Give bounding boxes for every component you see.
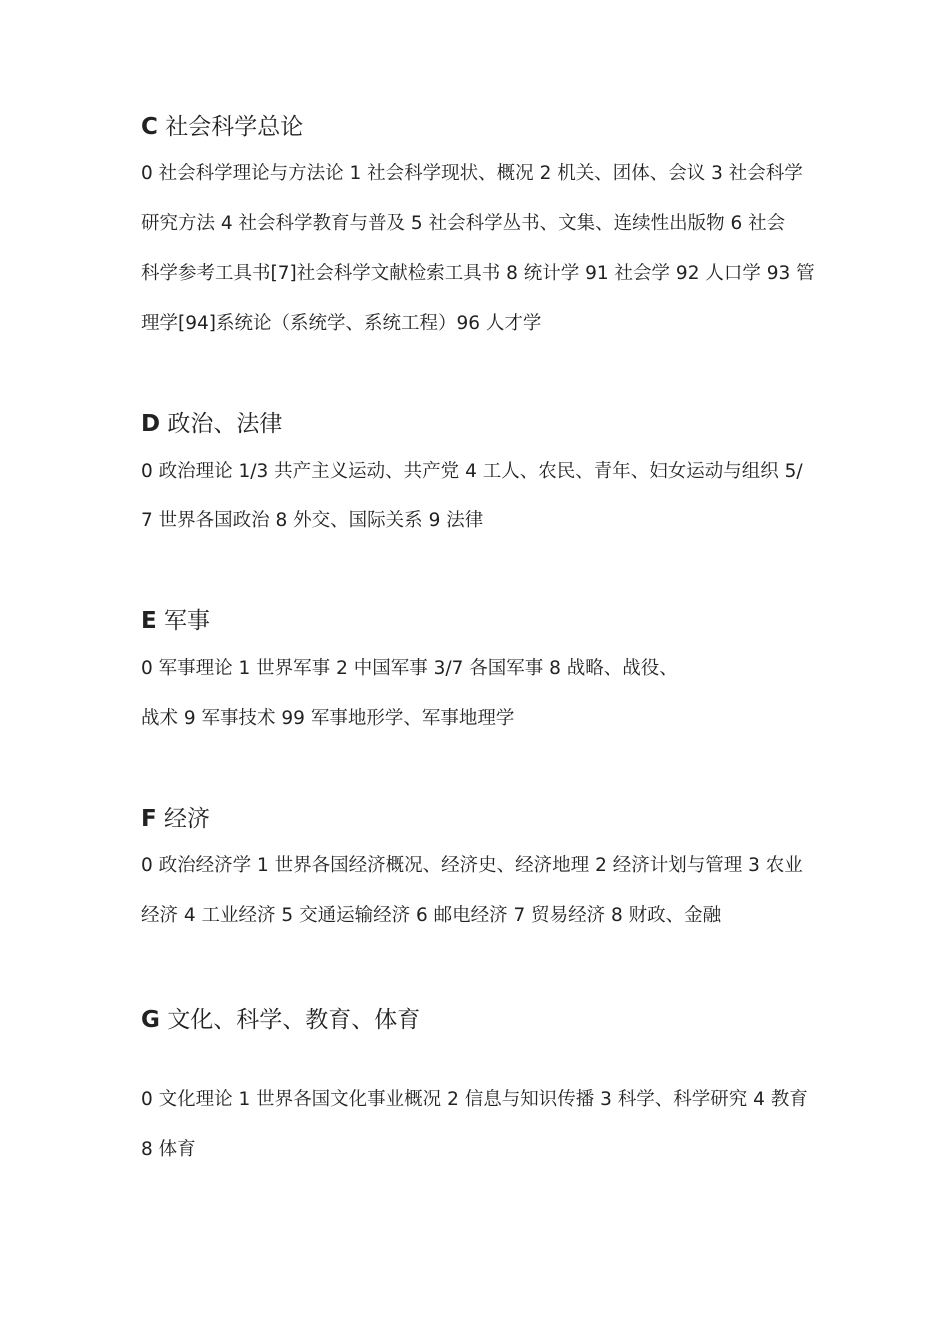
section-title: 经济	[164, 806, 211, 832]
section-heading-d	[141, 409, 282, 439]
section-text-line: 0 军事理论 1 世界军事 2 中国军事 3/7 各国军事 8 战略、战役、	[141, 658, 678, 679]
section-text-line: 0 政治理论 1/3 共产主义运动、共产党 4 工人、农民、青年、妇女运动与组织 5/	[141, 461, 803, 482]
section-text-line: 7 世界各国政治 8 外交、国际关系 9 法律	[141, 510, 484, 531]
section-text-line: 0 文化理论 1 世界各国文化事业概况 2 信息与知识传播 3 科学、科学研究 4 教育	[141, 1089, 808, 1110]
section-code: G	[141, 1007, 160, 1033]
section-text-line: 8 体育	[141, 1139, 196, 1160]
section-text-line: 战术 9 军事技术 99 军事地形学、军事地理学	[141, 708, 515, 729]
section-title: 文化、科学、教育、体育	[167, 1007, 421, 1033]
section-text-line: 理学[94]系统论（系统学、系统工程）96 人才学	[141, 313, 542, 334]
section-text-line: 经济 4 工业经济 5 交通运输经济 6 邮电经济 7 贸易经济 8 财政、金融	[141, 905, 722, 926]
section-title: 社会科学总论	[165, 114, 304, 140]
section-heading-g	[141, 1005, 420, 1035]
section-text-line: 科学参考工具书[7]社会科学文献检索工具书 8 统计学 91 社会学 92 人口学 93 管	[141, 263, 815, 284]
section-text-line: 研究方法 4 社会科学教育与普及 5 社会科学丛书、文集、连续性出版物 6 社会	[141, 213, 786, 234]
section-code: F	[141, 806, 157, 832]
section-heading-e	[141, 606, 210, 636]
section-heading-f	[141, 804, 210, 834]
section-text-line: 0 社会科学理论与方法论 1 社会科学现状、概况 2 机关、团体、会议 3 社会科学	[141, 163, 803, 184]
section-title: 政治、法律	[167, 411, 283, 437]
section-heading-c	[141, 112, 303, 142]
section-code: E	[141, 608, 157, 634]
section-code: C	[141, 114, 158, 140]
section-text-line: 0 政治经济学 1 世界各国经济概况、经济史、经济地理 2 经济计划与管理 3 农业	[141, 855, 803, 876]
section-title: 军事	[164, 608, 211, 634]
section-code: D	[141, 411, 161, 437]
